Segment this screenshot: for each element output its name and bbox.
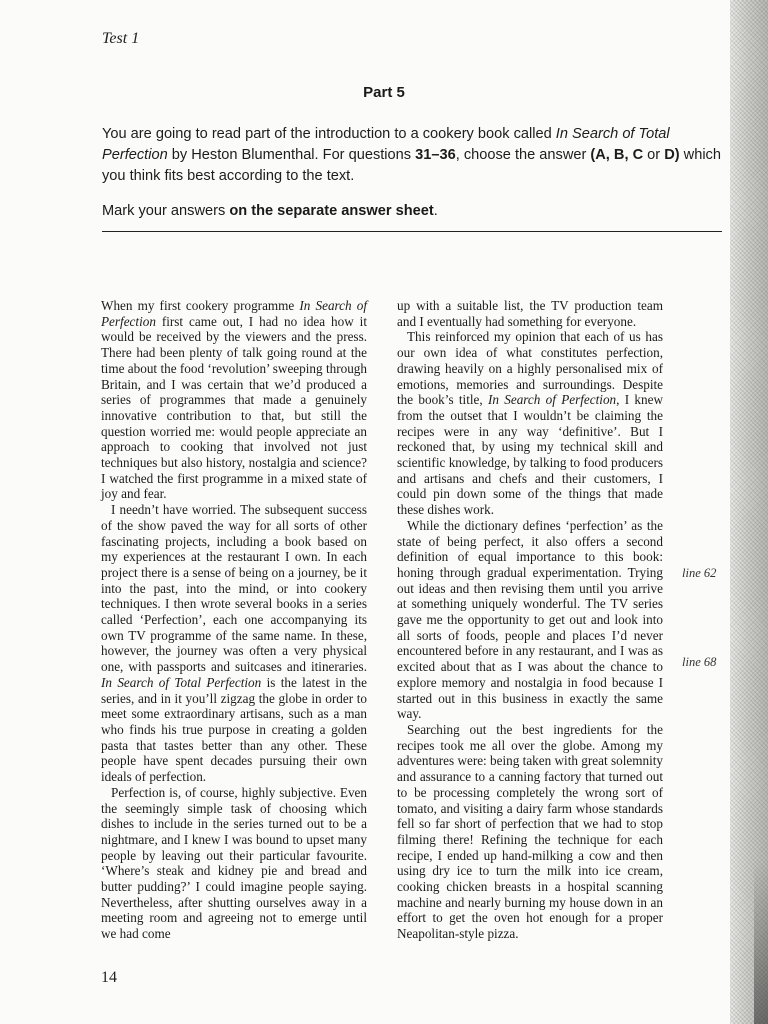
- text-run: is the latest in the series, and in it you’ll zigzag the globe in order to meet some extraordinary artisans, such as a man who finds his true purpose in creating a golden pasta that tastes better than any other. These people have spent decades pursuing their own ideals of perfection.: [101, 674, 367, 785]
- mark-text: Mark your answers: [102, 203, 230, 219]
- paragraph: Searching out the best ingredients for the recipes took me all over the globe. Among my adventures were: being taken with great solemnity and assurance to a canning factory that turned out to be processing completely the wrong sort of tomato, and visiting a dairy farm whose standards fell so far short of perfection that we had to stop filming there! Refining the technique for each recipe, I ended up hand-milking a cow and then using dry ice to turn the milk into ice cream, cooking chicken breasts in a hospital scanning machine and nearly burning my house down in an effort to get the oven hot enough for a proper Neapolitan-style pizza.: [397, 721, 663, 942]
- text-run: first came out, I had no idea how it would be received by the viewers and the press. There had been plenty of talk going round at the time about the food ‘revolution’ sweeping through Britain, and I was certain that we’d produced a series of programmes that made a genuinely innovative contribution to that, but still the question worried me: would people appreciate an approach to cooking that involved not just techniques but also history, nostalgia and science? I watched the first programme in a mixed state of joy and fear.: [101, 313, 367, 502]
- programme-title: In Search of Perfection: [101, 298, 368, 329]
- paragraph: While the dictionary defines ‘perfection’ as the state of being perfect, it also offers a second definition of equal importance to this book: honing through gradual experimentation. Trying out ideas and then revising them until you arrive at something uniquely wonderful. The TV series gave me the opportunity to get out and look into all sorts of foods, people and places I’d never encountered before in any restaurant, and I was as excited about that as I was about the chance to explore memory and nostalgia in food because I started out in this business in exactly the same way.: [397, 517, 663, 722]
- horizontal-rule: [102, 231, 722, 232]
- page-number: 14: [101, 969, 117, 986]
- line-number-62: line 62: [682, 566, 717, 580]
- paragraph: [397, 329, 663, 517]
- answer-options: (A, B, C: [590, 147, 644, 163]
- instructions-text: which you think fits best according to the text.: [102, 147, 721, 184]
- paragraph: up with a suitable list, the TV production team and I eventually had something for everyone.: [397, 298, 663, 329]
- instructions-text: or: [643, 147, 665, 163]
- task-instructions: [102, 124, 728, 187]
- mark-emphasis: on the separate answer sheet: [229, 203, 434, 219]
- question-range: 31–36: [415, 147, 456, 163]
- part-title: Part 5: [363, 84, 405, 101]
- paragraph: [101, 298, 367, 502]
- answer-option-d: D): [664, 147, 680, 163]
- book-title: In Search of Perfection: [487, 392, 617, 408]
- instructions-text: , choose the answer: [455, 147, 591, 163]
- book-title: In Search of Total Perfection: [101, 674, 262, 690]
- line-number-68: line 68: [682, 655, 717, 669]
- book-title: In Search of Total Perfection: [102, 126, 670, 163]
- running-head: Test 1: [102, 30, 140, 47]
- instructions-text: You are going to read part of the introduction to a cookery book called: [102, 126, 556, 142]
- answer-sheet-instruction: [102, 201, 728, 222]
- article-column-right: [397, 298, 663, 942]
- text-run: I needn’t have worried. The subsequent success of the show paved the way for all sorts of other fascinating projects, including a book based on my experiences at the restaurant I own. In each project there is a sense of being on a journey, be it into the past, into the mind, or into cookery techniques. I then wrote several books in a series called ‘Perfection’, each one accompanying its own TV programme of the same name. In these, however, the journey was often a very physical one, with passports and suitcases and itineraries.: [101, 502, 367, 675]
- paragraph: [101, 502, 367, 785]
- text-run: When my first cookery programme: [101, 298, 300, 313]
- mark-text: .: [433, 203, 438, 219]
- paragraph: Perfection is, of course, highly subjective. Even the seemingly simple task of choosing which dishes to include in the series turned out to be a nightmare, and I knew I was bound to upset many people by leaving out their particular favourite. ‘Where’s steak and kidney pie and bread and butter pudding?’ I could imagine people saying. Nevertheless, after shutting ourselves away in a meeting room and agreeing not to emerge until we had come: [101, 784, 367, 942]
- text-run: This reinforced my opinion that each of us has our own idea of what constitutes perfection, drawing heavily on a highly personalised mix of emotions, memories and surroundings. Despite the book’s title,: [397, 329, 663, 408]
- page-shadow: [754, 860, 768, 1024]
- article-column-left: [101, 298, 367, 942]
- instructions-text: by Heston Blumenthal. For questions: [167, 147, 416, 163]
- text-run: , I knew from the outset that I wouldn’t be claiming the recipes were in any way ‘definitive’. But I reckoned that, by using my technical skill and scientific knowledge, by talking to food producers and artisans and chefs and their customers, I could pin down some of the things that made these dishes work.: [397, 392, 663, 518]
